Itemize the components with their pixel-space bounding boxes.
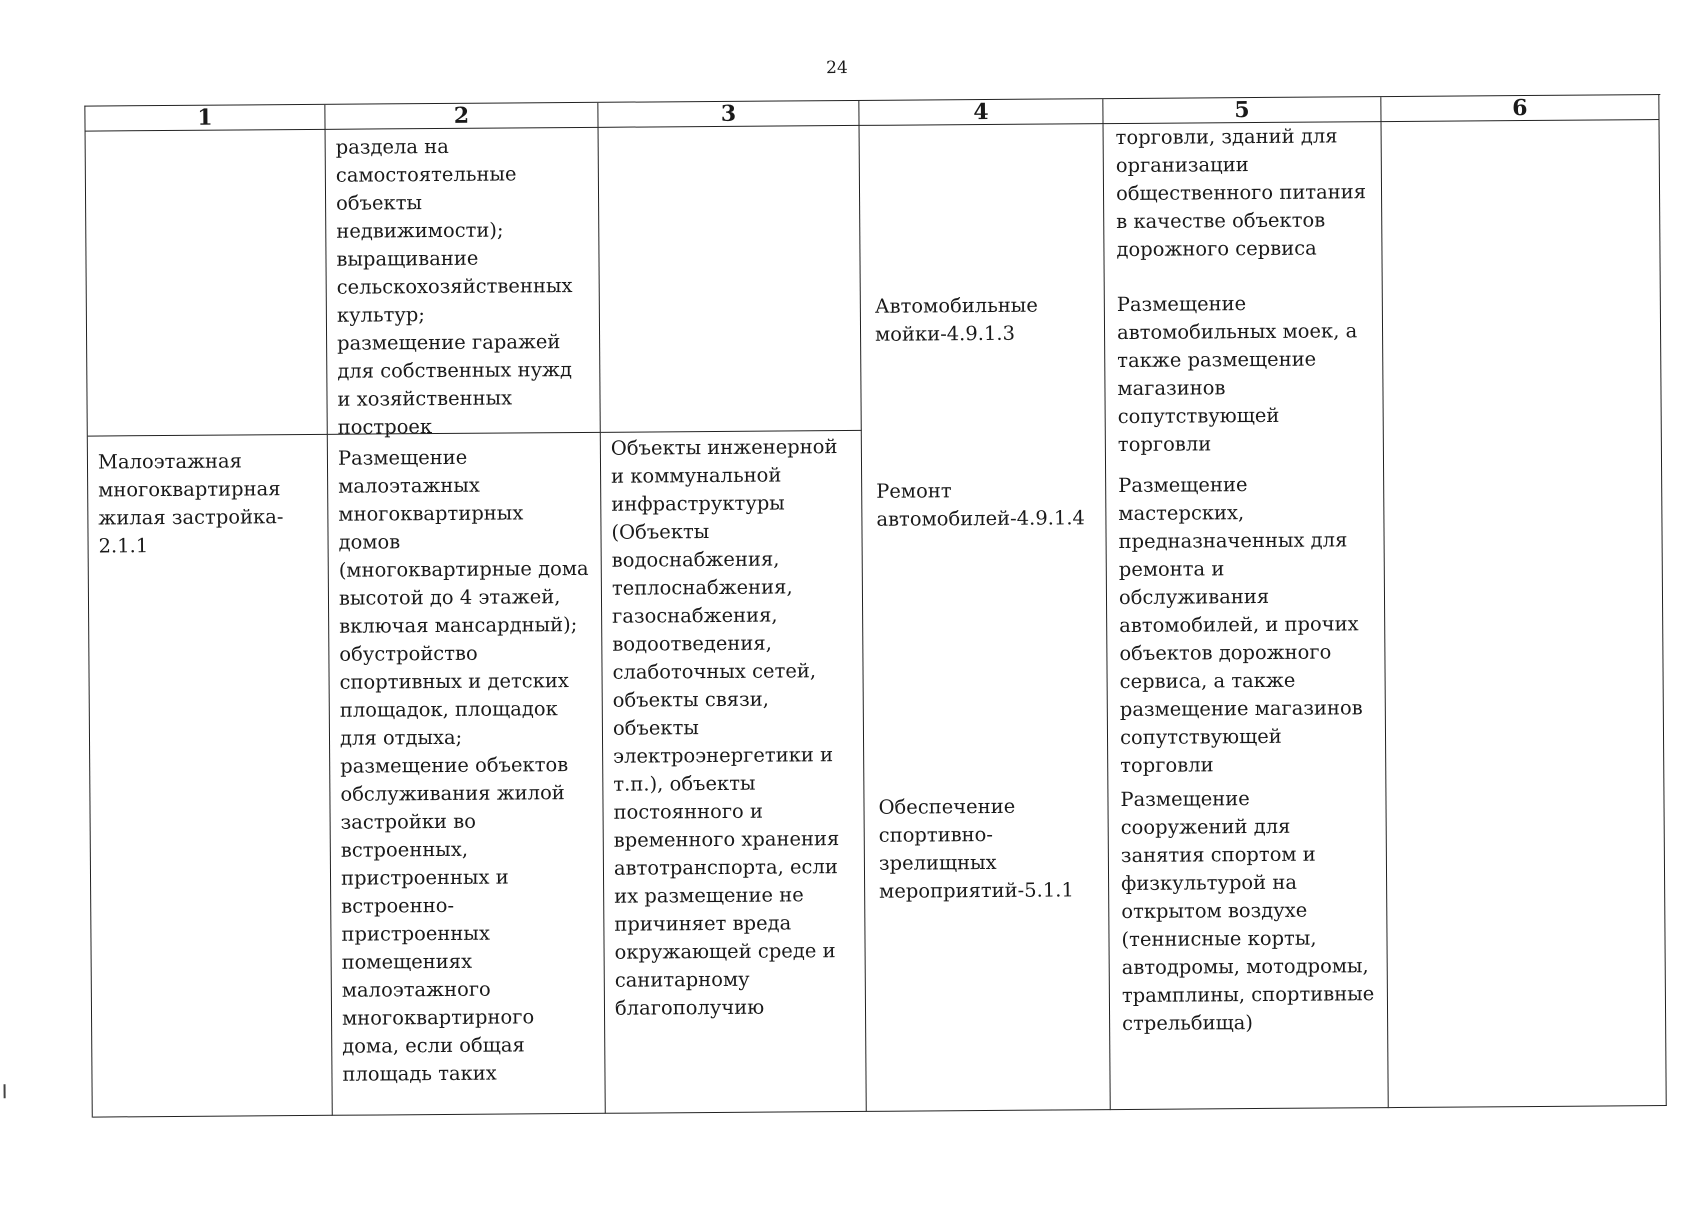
text-line: Размещение xyxy=(1118,473,1248,498)
text-line: т.п.), объекты xyxy=(613,771,756,796)
text-line: Объекты инженерной xyxy=(610,435,838,460)
text-line: включая мансардный); xyxy=(339,613,578,638)
text-line: размещение гаражей xyxy=(337,330,561,355)
text-line: (Объекты xyxy=(611,520,710,544)
text-line: объекты xyxy=(335,191,423,215)
text-line: временного хранения xyxy=(613,827,840,852)
text-line: спортивных и детских xyxy=(339,669,569,694)
text-line: Размещение xyxy=(1120,787,1250,812)
row2-col1-cell xyxy=(88,435,333,1118)
text-line: раздела на xyxy=(335,134,449,159)
text-line: мероприятий-5.1.1 xyxy=(879,878,1074,903)
text-line: сопутствующей xyxy=(1119,724,1282,750)
text-line: санитарному xyxy=(614,967,750,992)
text-line: жилая застройка- xyxy=(98,505,284,530)
row1-col3-cell xyxy=(599,126,862,433)
text-line: физкультурой на xyxy=(1121,870,1298,896)
text-line: ремонта и xyxy=(1118,557,1225,582)
header-col-3: 3 xyxy=(598,101,859,128)
text-line: автомобилей-4.9.1.4 xyxy=(876,506,1086,531)
row2-col2-cell xyxy=(328,433,606,1116)
text-line: Размещение xyxy=(1116,292,1247,317)
sports-description xyxy=(1120,784,1374,1038)
text-line: их размещение не xyxy=(614,883,804,908)
text-line: многоквартирного xyxy=(341,1005,535,1030)
text-line: трамплины, спортивные xyxy=(1121,982,1375,1008)
text-line: Автомобильные xyxy=(874,293,1038,318)
text-line: Ремонт xyxy=(876,479,952,503)
text-line: автодромы, мотодромы, xyxy=(1121,954,1369,980)
row2-col3-text xyxy=(611,433,855,1023)
header-col-2: 2 xyxy=(325,103,598,130)
text-line: дорожного сервиса xyxy=(1116,236,1317,262)
text-line: построек xyxy=(337,415,433,439)
text-line: сооружений для xyxy=(1120,814,1291,840)
text-line: также размещение xyxy=(1117,347,1317,373)
text-line: причиняет вреда xyxy=(614,911,792,936)
text-line: инфраструктуры xyxy=(611,491,785,516)
text-line: застройки во xyxy=(340,809,476,834)
sports-events-use xyxy=(878,792,1074,905)
text-line: торговли xyxy=(1120,753,1214,778)
text-line: спортивно- xyxy=(878,822,994,847)
text-line: 2.1.1 xyxy=(98,534,149,558)
text-line: встроенных, xyxy=(340,837,469,862)
zone-type-label xyxy=(98,447,318,561)
text-line: сервиса, а также xyxy=(1119,668,1296,694)
text-line: площадь таких xyxy=(342,1061,497,1086)
text-line: для собственных нужд xyxy=(337,358,573,383)
text-line: предназначенных для xyxy=(1118,528,1348,554)
header-col-4: 4 xyxy=(859,99,1103,126)
col5-cell xyxy=(1104,122,1389,1110)
row2-col2-text xyxy=(338,443,595,1089)
header-col-6: 6 xyxy=(1381,95,1659,122)
text-line: домов xyxy=(338,530,401,554)
text-line: площадок, площадок xyxy=(339,697,558,722)
text-line: (многоквартирные дома xyxy=(338,556,589,582)
text-line: сельскохозяйственных xyxy=(336,274,573,299)
text-line: зрелищных xyxy=(878,850,997,875)
text-line: организации xyxy=(1115,153,1249,178)
trade-description xyxy=(1116,122,1367,264)
text-line: автотранспорта, если xyxy=(613,855,838,880)
text-line: торговли xyxy=(1117,432,1212,457)
text-line: и хозяйственных xyxy=(337,386,513,411)
text-line: и коммунальной xyxy=(611,463,782,488)
text-line: общественного питания xyxy=(1115,180,1367,206)
text-line: культур; xyxy=(336,303,425,327)
car-repair-description xyxy=(1118,470,1363,780)
text-line: постоянного и xyxy=(613,799,764,824)
car-wash-use xyxy=(875,292,1038,349)
text-line: выращивание xyxy=(336,246,479,271)
text-line: Малоэтажная xyxy=(97,449,242,474)
row1-col2-text xyxy=(336,132,590,442)
text-line: объекты связи, xyxy=(612,687,769,712)
text-line: малоэтажных xyxy=(338,473,480,498)
text-line: обслуживания xyxy=(1118,584,1270,610)
text-line: объектов дорожного xyxy=(1119,640,1332,666)
text-line: автомобильных моек, а xyxy=(1116,319,1358,345)
text-line: магазинов xyxy=(1117,376,1226,401)
text-line: пристроенных xyxy=(341,921,490,946)
row1-col1-cell xyxy=(86,130,328,437)
text-line: малоэтажного xyxy=(341,977,491,1002)
text-line: сопутствующей xyxy=(1117,403,1280,429)
text-line: торговли, зданий для xyxy=(1115,124,1338,150)
text-line: автомобилей, и прочих xyxy=(1119,612,1359,638)
header-col-1: 1 xyxy=(85,105,325,132)
col4-cell xyxy=(860,124,1111,1112)
text-line: открытом воздухе xyxy=(1121,898,1308,924)
text-line: мастерских, xyxy=(1118,501,1245,526)
text-line: встроенно- xyxy=(341,893,455,918)
text-line: самостоятельные xyxy=(335,162,517,187)
margin-mark xyxy=(4,1084,10,1098)
text-line: помещениях xyxy=(341,949,473,974)
text-line: благополучию xyxy=(614,995,765,1020)
text-line: обустройство xyxy=(339,641,478,666)
text-line: окружающей среде и xyxy=(614,939,836,964)
text-line: размещение магазинов xyxy=(1119,696,1363,722)
row1-col2-cell xyxy=(326,128,601,439)
header-col-5: 5 xyxy=(1103,97,1381,124)
text-line: пристроенных и xyxy=(340,865,509,890)
regulations-table xyxy=(84,94,1667,1118)
text-line: Обеспечение xyxy=(878,794,1016,819)
text-line: в качестве объектов xyxy=(1116,208,1326,234)
text-line: водоснабжения, xyxy=(611,547,780,572)
text-line: размещение объектов xyxy=(340,753,569,778)
text-line: (теннисные корты, xyxy=(1121,926,1317,952)
text-line: электроэнергетики и xyxy=(613,743,834,768)
text-line: стрельбища) xyxy=(1122,1011,1254,1036)
text-line: мойки-4.9.1.3 xyxy=(874,321,1016,346)
car-wash-description xyxy=(1117,289,1358,459)
text-line: недвижимости); xyxy=(336,218,504,243)
text-line: теплоснабжения, xyxy=(611,575,793,600)
text-line: многоквартирная xyxy=(98,477,281,502)
text-line: дома, если общая xyxy=(342,1033,525,1058)
text-line: Размещение xyxy=(337,445,468,470)
car-repair-use xyxy=(876,476,1085,534)
text-line: занятия спортом и xyxy=(1120,842,1316,868)
text-line: высотой до 4 этажей, xyxy=(338,585,561,610)
text-line: водоотведения, xyxy=(612,631,772,656)
text-line: многоквартирных xyxy=(338,501,524,526)
text-line: для отдыха; xyxy=(339,725,463,750)
col6-cell xyxy=(1382,120,1667,1108)
text-line: слаботочных сетей, xyxy=(612,659,817,684)
page-number: 24 xyxy=(826,58,848,79)
text-line: газоснабжения, xyxy=(612,603,778,628)
text-line: обслуживания жилой xyxy=(340,781,565,806)
text-line: объекты xyxy=(612,716,699,740)
row2-col3-cell xyxy=(601,431,867,1114)
